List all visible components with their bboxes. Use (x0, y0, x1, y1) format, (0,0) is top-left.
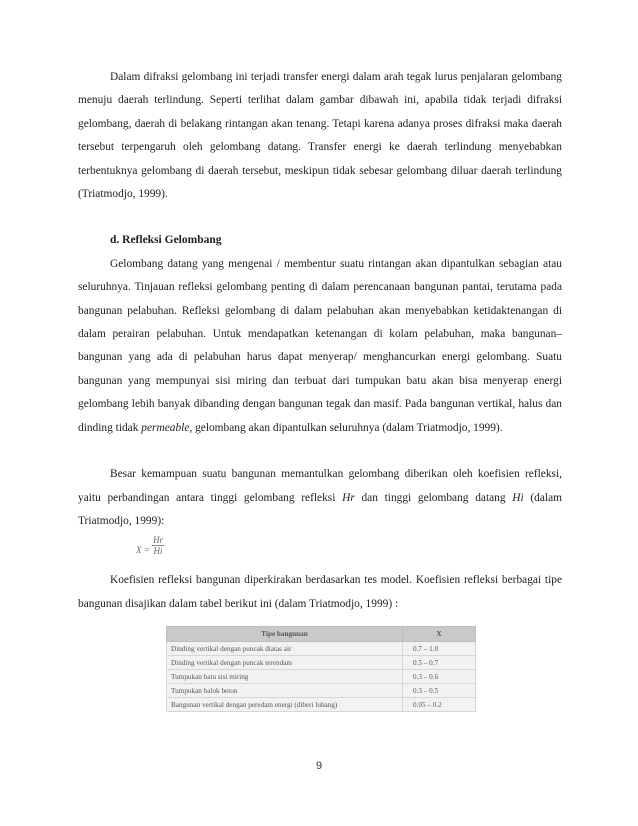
table-row (167, 642, 476, 656)
table-cell: 0.3 – 0.6 (403, 670, 476, 684)
formula-lhs: X = (136, 545, 150, 556)
paragraph-refleksi-text-2: , gelombang akan dipantulkan seluruhnya (dalam Triatmodjo, 1999). (189, 421, 503, 434)
table-cell: Dinding vertikal dengan puncak terendam (167, 656, 403, 670)
table-cell: Dinding vertikal dengan puncak diatas air (167, 642, 403, 656)
symbol-hi: Hi (512, 491, 524, 504)
section-heading: d. Refleksi Gelombang (110, 234, 222, 247)
table-cell: Tumpukan balok beton (167, 684, 403, 698)
table-row (167, 684, 476, 698)
paragraph-refleksi (78, 253, 562, 440)
paragraph-koefisien-text-2: dan tinggi gelombang datang (361, 491, 506, 504)
table-cell: Bangunan vertikal dengan peredam energi (diberi lubang) (167, 698, 403, 712)
table-header-row (167, 627, 476, 642)
table-header-cell: X (403, 627, 476, 642)
table-cell: 0.3 – 0.5 (403, 684, 476, 698)
paragraph-koefisien (78, 463, 562, 533)
symbol-hr: Hr (342, 491, 355, 504)
paragraph-refleksi-text-1: Gelombang datang yang mengenai / membentur suatu rintangan akan dipantulkan sebagian atau seluruhnya. Tinjauan refleksi gelombang penting di dalam perencanaan bangunan pantai, terutama pada bangunan pelabuhan. Refleksi gelombang di dalam pelabuhan akan menyebabkan ketidaktenangan di dalam perairan pelabuhan. Untuk mendapatkan ketenangan di kolam pelabuhan, maka bangunan–bangunan yang ada di pelabuhan harus dapat menyerap/ menghancurkan energi gelombang. Suatu bangunan yang mempunyai sisi miring dan terbuat dari tumpukan batu akan bisa menyerap energi gelombang lebih banyak dibanding dengan bangunan tegak dan masif. Pada bangunan vertikal, halus dan dinding tidak (78, 257, 562, 434)
paragraph-koefisien-text-1: Besar kemampuan suatu bangunan memantulkan gelombang diberikan oleh koefisien refleksi, yaitu perbandingan antara tinggi gelombang refleksi (78, 468, 562, 504)
italic-term: permeable (141, 421, 190, 434)
formula-denominator: Hi (153, 546, 163, 557)
formula-fraction (152, 535, 164, 556)
table-cell: 0.5 – 0.7 (403, 656, 476, 670)
table-row (167, 670, 476, 684)
table-cell: 0.7 – 1.0 (403, 642, 476, 656)
table-row (167, 698, 476, 712)
page-number: 9 (315, 760, 323, 772)
spacer (78, 440, 562, 463)
table-cell: 0.05 – 0.2 (403, 698, 476, 712)
table-row (167, 656, 476, 670)
reflection-coefficient-table (166, 626, 476, 712)
paragraph-tabel-intro: Koefisien refleksi bangunan diperkirakan berdasarkan tes model. Koefisien refleksi berbagai tipe bangunan disajikan dalam tabel berikut ini (dalam Triatmodjo, 1999) : (78, 574, 562, 610)
paragraph-difraksi: Dalam difraksi gelombang ini terjadi transfer energi dalam arah tegak lurus penjalaran gelombang menuju daerah terlindung. Seperti terlihat dalam gambar dibawah ini, apabila tidak terjadi difraksi gelombang, daerah di belakang rintangan akan tenang. Tetapi karena adanya proses difraksi maka daerah tersebut terpengaruh oleh gelombang datang. Transfer energi ke daerah terlindung menyebabkan terbentuknya gelombang di daerah tersebut, meskipun tidak sebesar gelombang diluar daerah terlindung (Triatmodjo, 1999). (78, 71, 562, 201)
spacer (78, 206, 562, 229)
table-cell: Tumpukan batu sisi miring (167, 670, 403, 684)
table-header-cell: Tipe bangunan (167, 627, 403, 642)
paragraph-koefisien-text-3: (dalam Triatmodjo, 1999): (78, 491, 562, 527)
document-page (78, 66, 562, 712)
formula-numerator: Hr (153, 535, 164, 546)
reflection-formula (136, 533, 562, 569)
